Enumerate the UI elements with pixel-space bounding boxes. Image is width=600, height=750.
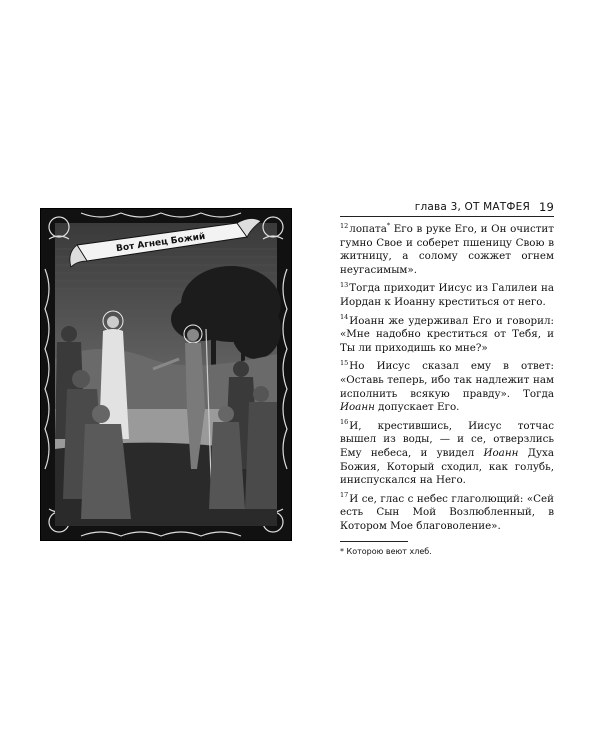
verse-text: Иоанн же удерживал Его и говорил: «Мне надобно креститься от Тебя, и Ты ли приходишь ко мне?» (340, 314, 554, 354)
footnote-divider (340, 541, 408, 542)
verse-17 (340, 493, 554, 534)
verse-12 (340, 223, 554, 277)
running-header (340, 200, 554, 217)
baptism-engraving (41, 209, 291, 540)
verse-text: Тогда приходит Иисус из Галилеи на Иордан к Иоанну креститься от него. (340, 282, 554, 308)
verse-15 (340, 360, 554, 414)
verse-text: допускает Его. (374, 401, 460, 414)
text-page (340, 200, 554, 557)
verse-text: И, крестившись, Иисус тотчас вышел из воды, — и се, отверзлись Ему небеса, и увидел (340, 419, 554, 459)
page-number: 19 (538, 200, 554, 214)
footnote: * Которою веют хлеб. (340, 547, 432, 557)
verse-13 (340, 282, 554, 309)
italic-name: Иоанн (483, 446, 519, 459)
verse-text: Его в руке Его, и Он очистит гумно Свое и соберет пшеницу Свою в житницу, а солому сожжет огнем неугасимым». (340, 223, 554, 276)
footnote-marker: * (386, 221, 391, 230)
chapter-title: глава 3, ОТ МАТФЕЯ (414, 201, 530, 213)
verse-number: 13 (340, 280, 349, 289)
verse-text: Но Иисус сказал ему в ответ: «Оставь теперь, ибо так надлежит нам исполнить всякую правду». Тогда (340, 360, 554, 400)
banner-caption: Вот Агнец Божий (115, 231, 206, 255)
italic-name: Иоанн (340, 401, 375, 414)
verse-14 (340, 315, 554, 356)
verse-number: 14 (340, 313, 349, 322)
verse-16 (340, 420, 554, 488)
verse-text: Духа Божия, Который сходил, как голубь, иниспускался на Него. (340, 446, 554, 487)
verse-number: 15 (340, 358, 349, 367)
verse-number: 12 (340, 221, 349, 230)
verse-number: 17 (340, 491, 349, 500)
engraving-illustration (40, 208, 292, 541)
verse-text: И се, глас с небес глаголющий: «Сей есть Сын Мой Возлюбленный, в Котором Мое благоволение». (340, 492, 554, 532)
verse-number: 16 (340, 418, 349, 427)
verse-text: лопата (349, 223, 387, 235)
